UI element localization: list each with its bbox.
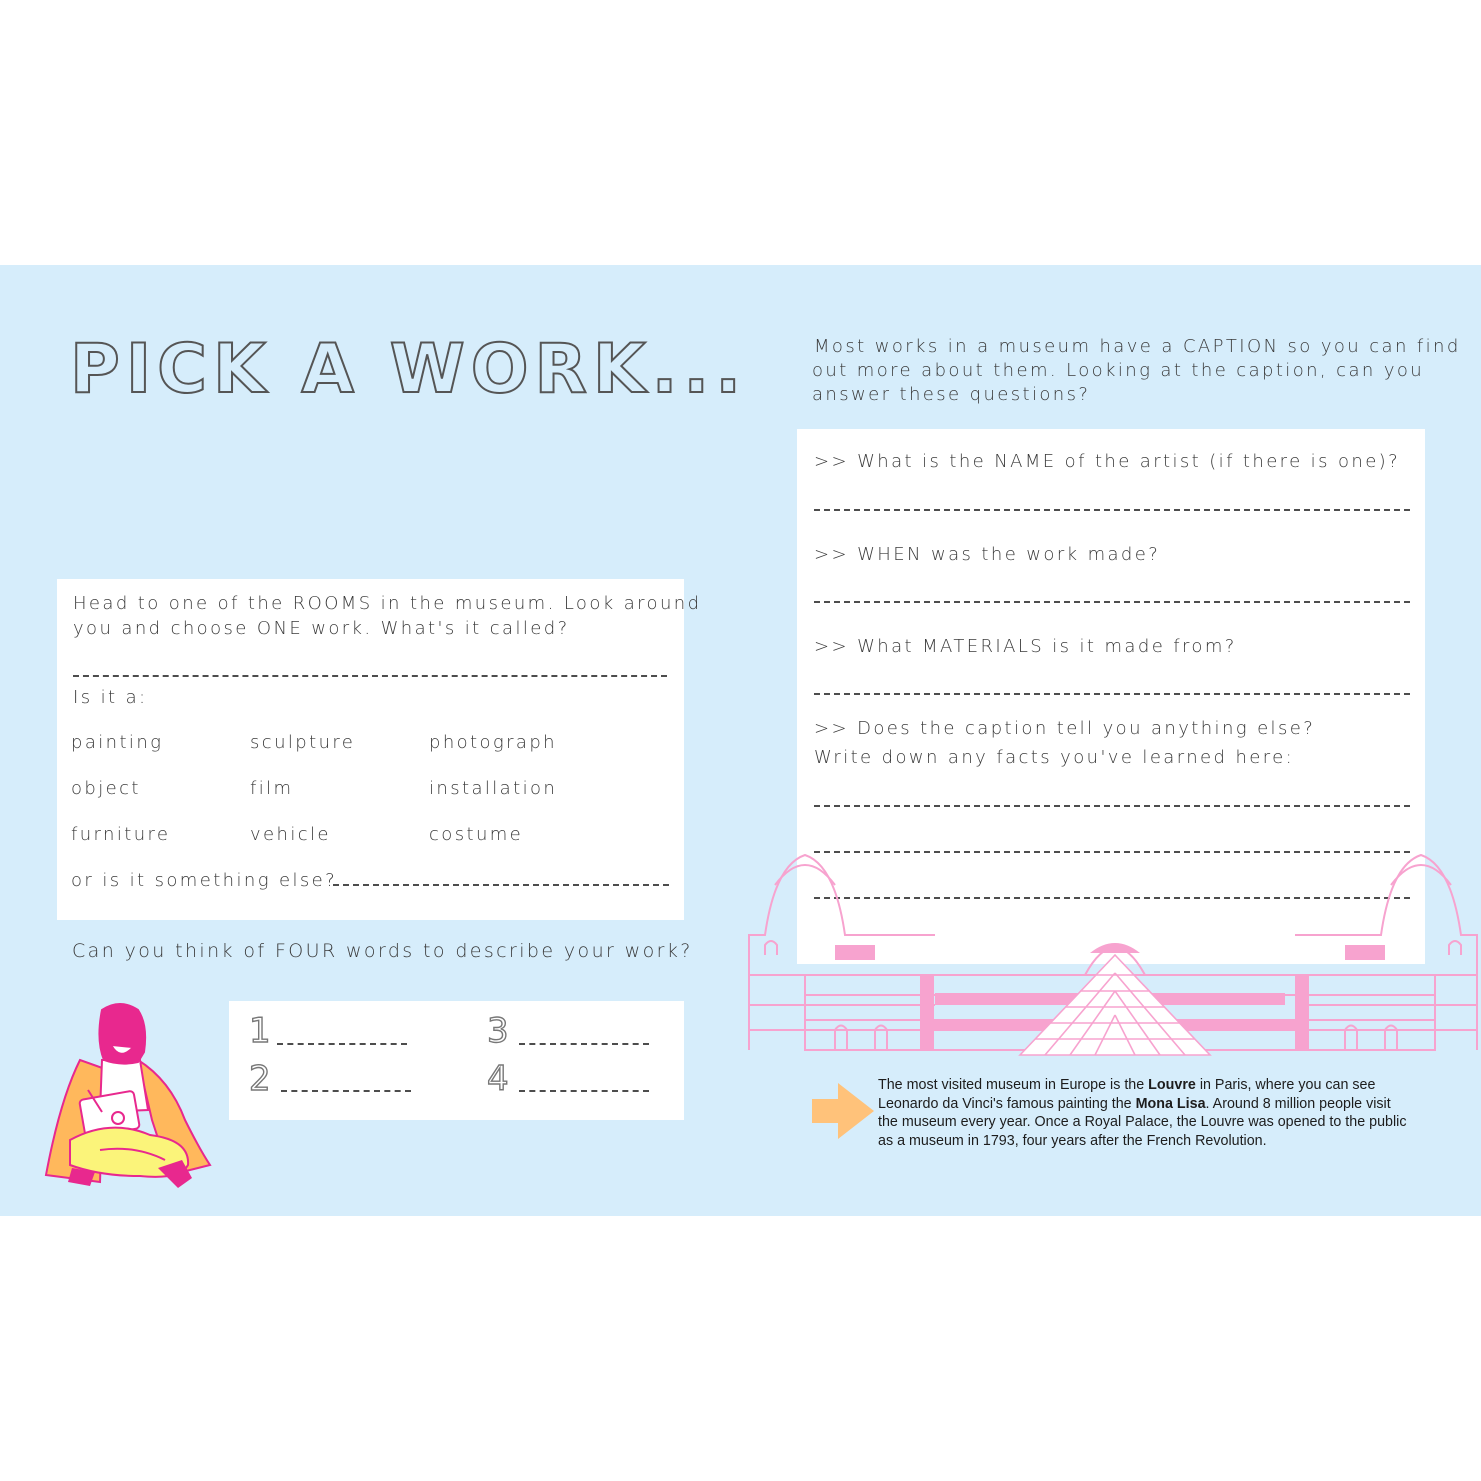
arrow-icon: [812, 1083, 874, 1139]
option-installation[interactable]: installation: [429, 778, 558, 799]
option-film[interactable]: film: [250, 778, 294, 799]
room-prompt-line2: you and choose ONE work. What's it called?: [73, 618, 570, 639]
word-2-line[interactable]: [281, 1090, 411, 1092]
word-1-line[interactable]: [277, 1043, 407, 1045]
four-words-box: [229, 1001, 684, 1120]
activity-spread: [0, 265, 1481, 1216]
question-other-facts-line2: Write down any facts you've learned here:: [814, 747, 1295, 768]
word-3-line[interactable]: [519, 1043, 649, 1045]
caption-intro-line1: Most works in a museum have a CAPTION so you can find: [814, 336, 1461, 357]
question-materials: >> What MATERIALS is it made from?: [814, 636, 1237, 657]
sketching-girl-illustration: [40, 1000, 215, 1195]
caption-intro-line2: out more about them. Looking at the caption, can you: [812, 360, 1425, 381]
number-4: 4: [487, 1059, 509, 1099]
facts-answer-line-1[interactable]: [814, 805, 1410, 807]
page-title: PICK A WORK...: [70, 330, 748, 409]
question-other-facts-line1: >> Does the caption tell you anything else?: [814, 718, 1316, 739]
option-painting[interactable]: painting: [71, 732, 164, 753]
option-vehicle[interactable]: vehicle: [250, 824, 331, 845]
work-name-answer-line[interactable]: [73, 675, 667, 677]
louvre-bold: Louvre: [1148, 1077, 1196, 1093]
when-made-answer-line[interactable]: [814, 601, 1410, 603]
artist-name-answer-line[interactable]: [814, 509, 1410, 511]
something-else-answer-line[interactable]: [333, 884, 669, 886]
louvre-fact: The most visited museum in Europe is the Louvre in Paris, where you can see Leonardo da Vinci's famous painting the Mona Lisa. Around 8 million people visit the museum every year. Once a Royal Palace, the Louvre was opened to the public as a museum in 1793, four years after the French Revolution.: [878, 1077, 1407, 1149]
room-prompt-line1: Head to one of the ROOMS in the museum. Look around: [73, 593, 702, 614]
option-furniture[interactable]: furniture: [71, 824, 171, 845]
something-else-label: or is it something else?: [71, 870, 338, 891]
option-photograph[interactable]: photograph: [429, 732, 557, 753]
work-choice-box: [57, 579, 702, 920]
word-4-line[interactable]: [519, 1090, 649, 1092]
is-it-a-label: Is it a:: [73, 687, 148, 708]
number-2: 2: [249, 1059, 271, 1099]
number-3: 3: [487, 1011, 509, 1051]
materials-answer-line[interactable]: [814, 693, 1410, 695]
option-object[interactable]: object: [71, 778, 141, 799]
mona-lisa-bold: Mona Lisa: [1135, 1095, 1206, 1112]
question-when-made: >> WHEN was the work made?: [814, 544, 1161, 565]
caption-intro-line3: answer these questions?: [812, 384, 1091, 405]
question-artist-name: >> What is the NAME of the artist (if there is one)?: [814, 451, 1401, 472]
number-1: 1: [249, 1011, 271, 1051]
four-words-prompt: Can you think of FOUR words to describe your work?: [72, 940, 693, 962]
option-sculpture[interactable]: sculpture: [250, 732, 356, 753]
option-costume[interactable]: costume: [429, 824, 524, 845]
louvre-illustration: [745, 825, 1481, 1057]
